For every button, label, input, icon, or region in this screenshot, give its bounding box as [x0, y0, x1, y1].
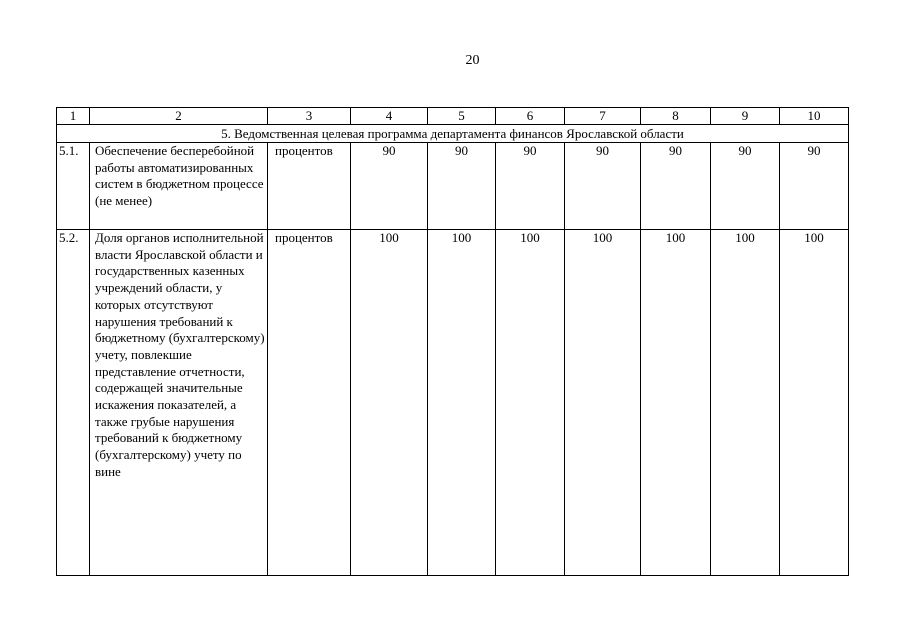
value-cell: 100 [711, 230, 780, 576]
value-cell: 90 [641, 143, 711, 230]
value-cell: 90 [496, 143, 565, 230]
column-header: 4 [351, 108, 428, 125]
row-number: 5.1. [57, 143, 90, 230]
column-header: 1 [57, 108, 90, 125]
value-cell: 100 [641, 230, 711, 576]
value-cell: 100 [565, 230, 641, 576]
value-cell: 100 [496, 230, 565, 576]
table-row [57, 230, 849, 576]
column-header: 7 [565, 108, 641, 125]
value-cell: 100 [428, 230, 496, 576]
unit-cell: процентов [268, 143, 351, 230]
section-row [57, 125, 849, 143]
column-header: 3 [268, 108, 351, 125]
value-cell: 90 [711, 143, 780, 230]
section-title: 5. Ведомственная целевая программа департамента финансов Ярославской области [57, 125, 849, 143]
value-cell: 90 [780, 143, 849, 230]
indicator-name: Обеспечение бесперебойной работы автоматизированных систем в бюджетном процессе (не менее) [90, 143, 268, 230]
column-header: 9 [711, 108, 780, 125]
value-cell: 90 [428, 143, 496, 230]
column-header: 6 [496, 108, 565, 125]
indicator-name: Доля органов исполнительной власти Ярославской области и государственных казенных учреждений области, у которых отсутствуют нарушения требований к бюджетному (бухгалтерскому) учету, повлекшие представление отчетности, содержащей значительные искажения показателей, а также грубые нарушения требований к бюджетному (бухгалтерскому) учету по вине [90, 230, 268, 576]
column-header: 5 [428, 108, 496, 125]
table-header-row [57, 108, 849, 125]
value-cell: 100 [780, 230, 849, 576]
row-number: 5.2. [57, 230, 90, 576]
value-cell: 100 [351, 230, 428, 576]
value-cell: 90 [351, 143, 428, 230]
page-number: 20 [465, 53, 480, 68]
indicators-table [56, 107, 849, 576]
table-row [57, 143, 849, 230]
value-cell: 90 [565, 143, 641, 230]
column-header: 2 [90, 108, 268, 125]
column-header: 10 [780, 108, 849, 125]
unit-cell: процентов [268, 230, 351, 576]
column-header: 8 [641, 108, 711, 125]
